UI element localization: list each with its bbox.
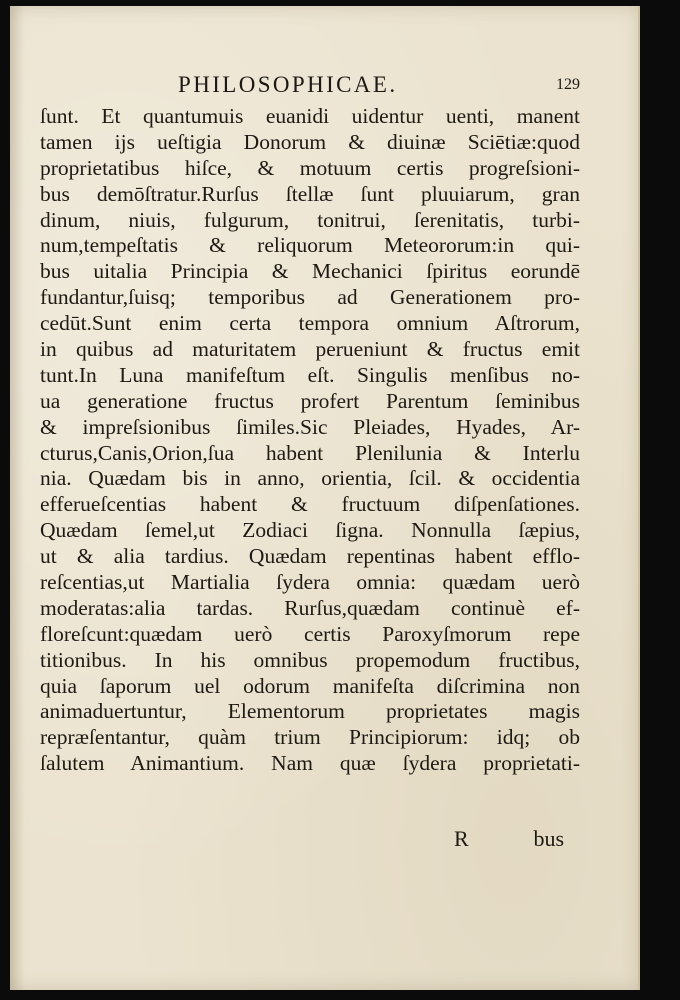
text-line: cedūt.Sunt enim certa tempora omnium Aſtrorum,: [40, 311, 580, 336]
page-header: [10, 72, 640, 102]
text-line: ut & alia tardius. Quædam repentinas habent efflo-: [40, 544, 580, 569]
page-footer: [10, 826, 640, 856]
catchword: bus: [533, 826, 564, 851]
text-line: moderatas:alia tardas. Rurſus,quædam continuè ef-: [40, 595, 580, 620]
signature-mark: R: [454, 826, 469, 851]
book-page: [10, 6, 640, 990]
text-line: bus uitalia Principia & Mechanici ſpiritus eorundē: [40, 259, 580, 284]
text-line: floreſcunt:quædam uerò certis Paroxyſmorum repe: [40, 621, 580, 646]
text-line: num,tempeſtatis & reliquorum Meteororum:in qui-: [40, 233, 580, 258]
text-line: ſunt. Et quantumuis euanidi uidentur uenti, manent: [40, 104, 580, 128]
text-line: titionibus. In his omnibus propemodum fructibus,: [40, 647, 580, 672]
text-line: nia. Quædam bis in anno, orientia, ſcil. & occidentia: [40, 466, 580, 491]
text-line: bus demōſtratur.Rurſus ſtellæ ſunt pluuiarum, gran: [40, 181, 580, 206]
text-line: tunt.In Luna manifeſtum eſt. Singulis menſibus no-: [40, 362, 580, 387]
text-line: fundantur,ſuisq; temporibus ad Generationem pro-: [40, 285, 580, 310]
text-line: ua generatione fructus profert Parentum ſeminibus: [40, 388, 580, 413]
running-head: PHILOSOPHICAE.: [178, 72, 398, 97]
text-line: cturus,Canis,Orion,ſua habent Plenilunia & Interlu: [40, 440, 580, 465]
text-line: tamen ijs ueſtigia Donorum & diuinæ Sciētiæ:quod: [40, 129, 580, 154]
text-line: animaduertuntur, Elementorum proprietates magis: [40, 699, 580, 724]
text-line: quia ſaporum uel odorum manifeſta diſcrimina non: [40, 673, 580, 698]
text-line: efferueſcentias habent & fructuum diſpenſationes.: [40, 492, 580, 517]
text-line: & impreſsionibus ſimiles.Sic Pleiades, Hyades, Ar-: [40, 414, 580, 439]
text-line: reſcentias,ut Martialia ſydera omnia: quædam uerò: [40, 570, 580, 595]
text-line: proprietatibus hiſce, & motuum certis progreſsioni-: [40, 155, 580, 180]
page-number: 129: [556, 76, 580, 93]
body-text: [40, 104, 580, 777]
text-line: dinum, niuis, fulgurum, tonitrui, ſerenitatis, turbi-: [40, 207, 580, 232]
text-line: in quibus ad maturitatem perueniunt & fructus emit: [40, 337, 580, 362]
text-line: ſalutem Animantium. Nam quæ ſydera proprietati-: [40, 751, 580, 776]
text-line: Quædam ſemel,ut Zodiaci ſigna. Nonnulla ſæpius,: [40, 518, 580, 543]
text-line: repræſentantur, quàm trium Principiorum: idq; ob: [40, 725, 580, 750]
